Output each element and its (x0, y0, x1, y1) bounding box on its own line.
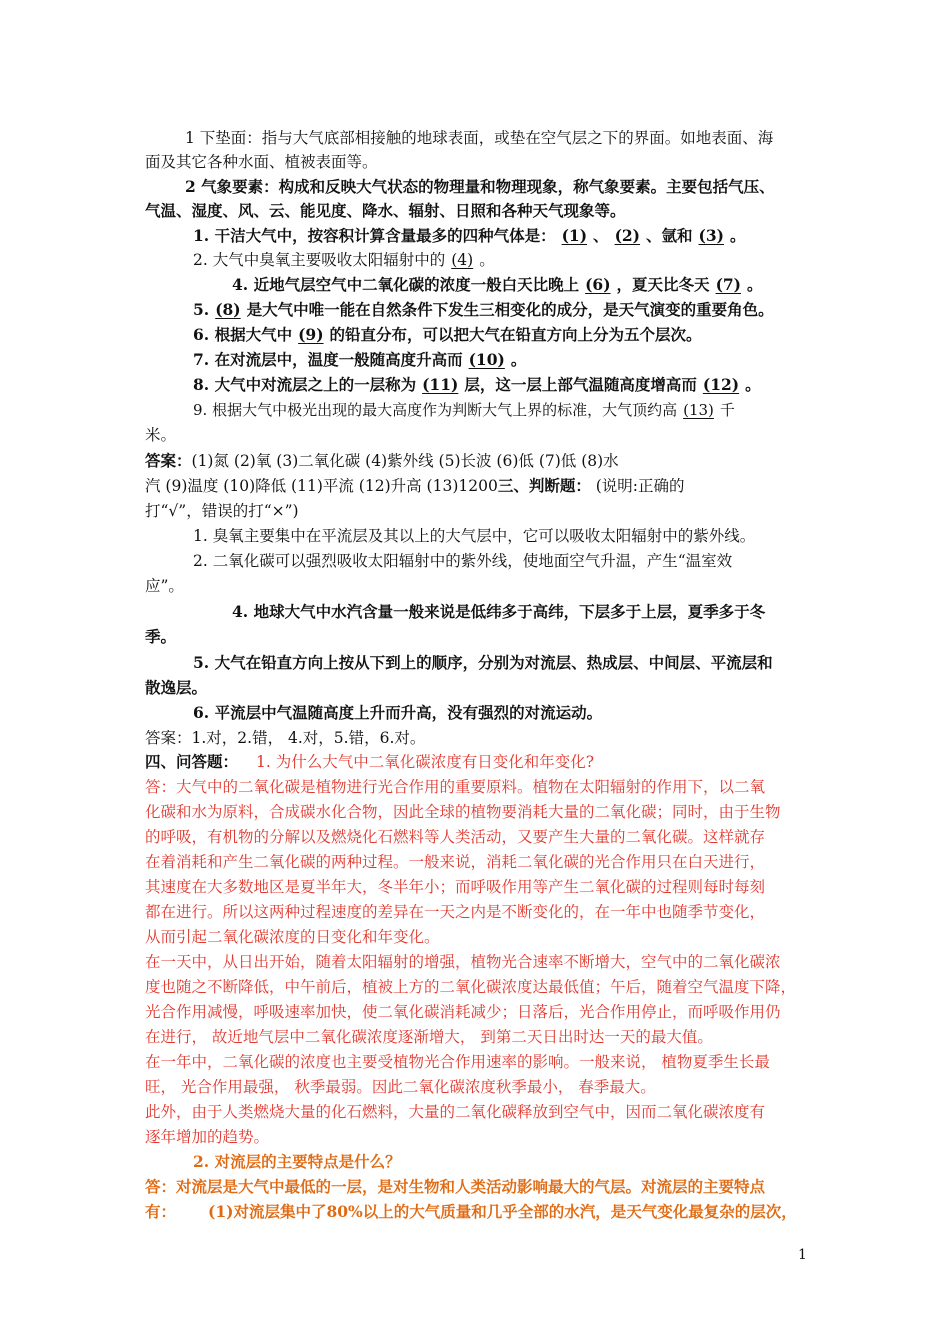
blank-3: (3) (698, 226, 724, 245)
judge-item-5: 5. 大气在铅直方向上按从下到上的顺序，分别为对流层、热成层、中间层、平流层和 (193, 653, 773, 672)
definition-text: 1 下垫面：指与大气底部相接触的地球表面，或垫在空气层之下的界面。如地表面、海 (185, 129, 774, 147)
blank-10: (10) (468, 350, 505, 369)
fill-question-6: 6. 根据大气中 (9) 的铅直分布，可以把大气在铅直方向上分为五个层次。 (193, 325, 702, 344)
fill-question-1: 1. 干洁大气中，按容积计算含量最多的四种气体是： (1) 、 (2) 、氩和 (3) 。 (193, 226, 746, 245)
qa-answer-1-line: 的呼吸，有机物的分解以及燃烧化石燃料等人类活动，又要产生大量的二氧化碳。这样就存 (145, 828, 766, 846)
judge-item-2-cont: 应”。 (145, 577, 184, 595)
fill-question-9-cont: 米。 (145, 426, 177, 444)
qa-answer-1-line: 在着消耗和产生二氧化碳的两种过程。一般来说，消耗二氧化碳的光合作用只在白天进行， (145, 853, 766, 871)
definition-meteorological-elements (145, 175, 810, 199)
blank-6: (6) (585, 275, 611, 294)
blank-12: (12) (702, 375, 740, 394)
qa-heading-line (145, 750, 810, 774)
qa-answer-1-line: 此外，由于人类燃烧大量的化石燃料，大量的二氧化碳释放到空气中，因而二氧化碳浓度有 (145, 1103, 766, 1121)
judge-instruction: 打“√”，错误的打“×”) (145, 502, 299, 520)
judge-item-5-cont: 散逸层。 (145, 678, 208, 697)
fill-question-7: 7. 在对流层中，温度一般随高度升高而 (10) 。 (193, 350, 527, 369)
section-heading-judge: 三、判断题： (497, 476, 591, 495)
blank-1: (1) (561, 226, 588, 245)
definition-text: 面及其它各种水面、植被表面等。 (145, 153, 378, 171)
blank-9: (9) (298, 325, 324, 344)
definition-meteorological-elements-cont (145, 199, 810, 223)
judge-item-4: 4. 地球大气中水汽含量一般来说是低纬多于高纬，下层多于上层，夏季多于冬 (232, 602, 766, 621)
qa-answer-1-line: 在一天中，从日出开始，随着太阳辐射的增强，植物光合速率不断增大，空气中的二氧化碳浓 (145, 953, 781, 971)
qa-question-2: 2. 对流层的主要特点是什么？ (193, 1152, 401, 1171)
qa-answer-2-line: 有： (1)对流层集中了80%以上的大气质量和几乎全部的水汽，是天气变化最复杂的层次， (145, 1202, 797, 1221)
fill-question-9: 9. 根据大气中极光出现的最大高度作为判断大气上界的标准，大气顶约高 (13) 千 (193, 401, 735, 419)
page-number: 1 (798, 1247, 807, 1263)
answers-label: 答案： (145, 451, 192, 470)
blank-4: (4) (451, 251, 474, 269)
judge-item-4-cont: 季。 (145, 627, 177, 646)
section-heading-qa: 四、问答题： (145, 752, 239, 771)
definition-underlying-surface (145, 126, 810, 150)
definition-text: 2 气象要素：构成和反映大气状态的物理量和物理现象，称气象要素。主要包括气压、 (185, 177, 775, 196)
qa-answer-1-line: 光合作用减慢，呼吸速率加快，使二氧化碳消耗减少；日落后，光合作用停止，而呼吸作用仍 (145, 1003, 781, 1021)
fill-question-2: 2. 大气中臭氧主要吸收太阳辐射中的 (4) 。 (193, 251, 495, 269)
qa-answer-1-line: 在进行， 故近地气层中二氧化碳浓度逐渐增大， 到第二天日出时达一天的最大值。 (145, 1028, 713, 1046)
qa-answer-1-line: 逐年增加的趋势。 (145, 1128, 270, 1146)
qa-answer-1-line: 都在进行。所以这两种过程速度的差异在一天之内是不断变化的，在一年中也随季节变化， (145, 903, 766, 921)
qa-answer-1-line: 其速度在大多数地区是夏半年大，冬半年小；而呼吸作用等产生二氧化碳的过程则每时每刻 (145, 878, 766, 896)
qa-answer-1-line: 答：大气中的二氧化碳是植物进行光合作用的重要原料。植物在太阳辐射的作用下，以二氧 (145, 778, 766, 796)
fill-question-8: 8. 大气中对流层之上的一层称为 (11) 层，这一层上部气温随高度增高而 (12) 。 (193, 375, 761, 394)
judge-item-6: 6. 平流层中气温随高度上升而升高，没有强烈的对流运动。 (193, 703, 603, 722)
qa-answer-1-line: 化碳和水为原料，合成碳水化合物，因此全球的植物要消耗大量的二氧化碳；同时，由于生物 (145, 803, 781, 821)
blank-11: (11) (422, 375, 459, 394)
blank-8: (8) (215, 300, 241, 319)
judge-item-2: 2. 二氧化碳可以强烈吸收太阳辐射中的紫外线，使地面空气升温，产生“温室效 (193, 552, 733, 570)
answers-fill-cont: 汽 (9)温度 (10)降低 (11)平流 (12)升高 (13)1200三、判断题： (说明:正确的 (145, 476, 685, 495)
blank-13: (13) (683, 401, 714, 419)
fill-question-5: 5. (8) 是大气中唯一能在自然条件下发生三相变化的成分，是天气演变的重要角色。 (193, 300, 774, 319)
qa-question-1: 1. 为什么大气中二氧化碳浓度有日变化和年变化? (256, 753, 595, 771)
definition-underlying-surface-cont (145, 150, 810, 174)
blank-7: (7) (715, 275, 742, 294)
qa-answer-1-line: 从而引起二氧化碳浓度的日变化和年变化。 (145, 928, 440, 946)
qa-answer-2-line: 答：对流层是大气中最低的一层，是对生物和人类活动影响最大的气层。对流层的主要特点 (145, 1177, 766, 1196)
answers-fill: 答案：(1)氮 (2)氧 (3)二氧化碳 (4)紫外线 (5)长波 (6)低 (7)低 (8)水 (145, 451, 619, 470)
qa-answer-1-line: 旺， 光合作用最强， 秋季最弱。因此二氧化碳浓度秋季最小， 春季最大。 (145, 1078, 656, 1096)
judge-item-1: 1. 臭氧主要集中在平流层及其以上的大气层中，它可以吸收太阳辐射中的紫外线。 (193, 527, 756, 545)
blank-2: (2) (614, 226, 641, 245)
fill-question-4: 4. 近地气层空气中二氧化碳的浓度一般白天比晚上 (6) ，夏天比冬天 (7) 。 (232, 275, 763, 294)
definition-text: 气温、湿度、风、云、能见度、降水、辐射、日照和各种天气现象等。 (145, 201, 626, 220)
qa-answer-1-line: 在一年中，二氧化碳的浓度也主要受植物光合作用速率的影响。一般来说， 植物夏季生长最 (145, 1053, 770, 1071)
qa-answer-1-line: 度也随之不断降低，中午前后，植被上方的二氧化碳浓度达最低值；午后，随着空气温度下降， (145, 978, 797, 996)
judge-answers: 答案：1.对，2.错， 4.对，5.错，6.对。 (145, 729, 426, 747)
